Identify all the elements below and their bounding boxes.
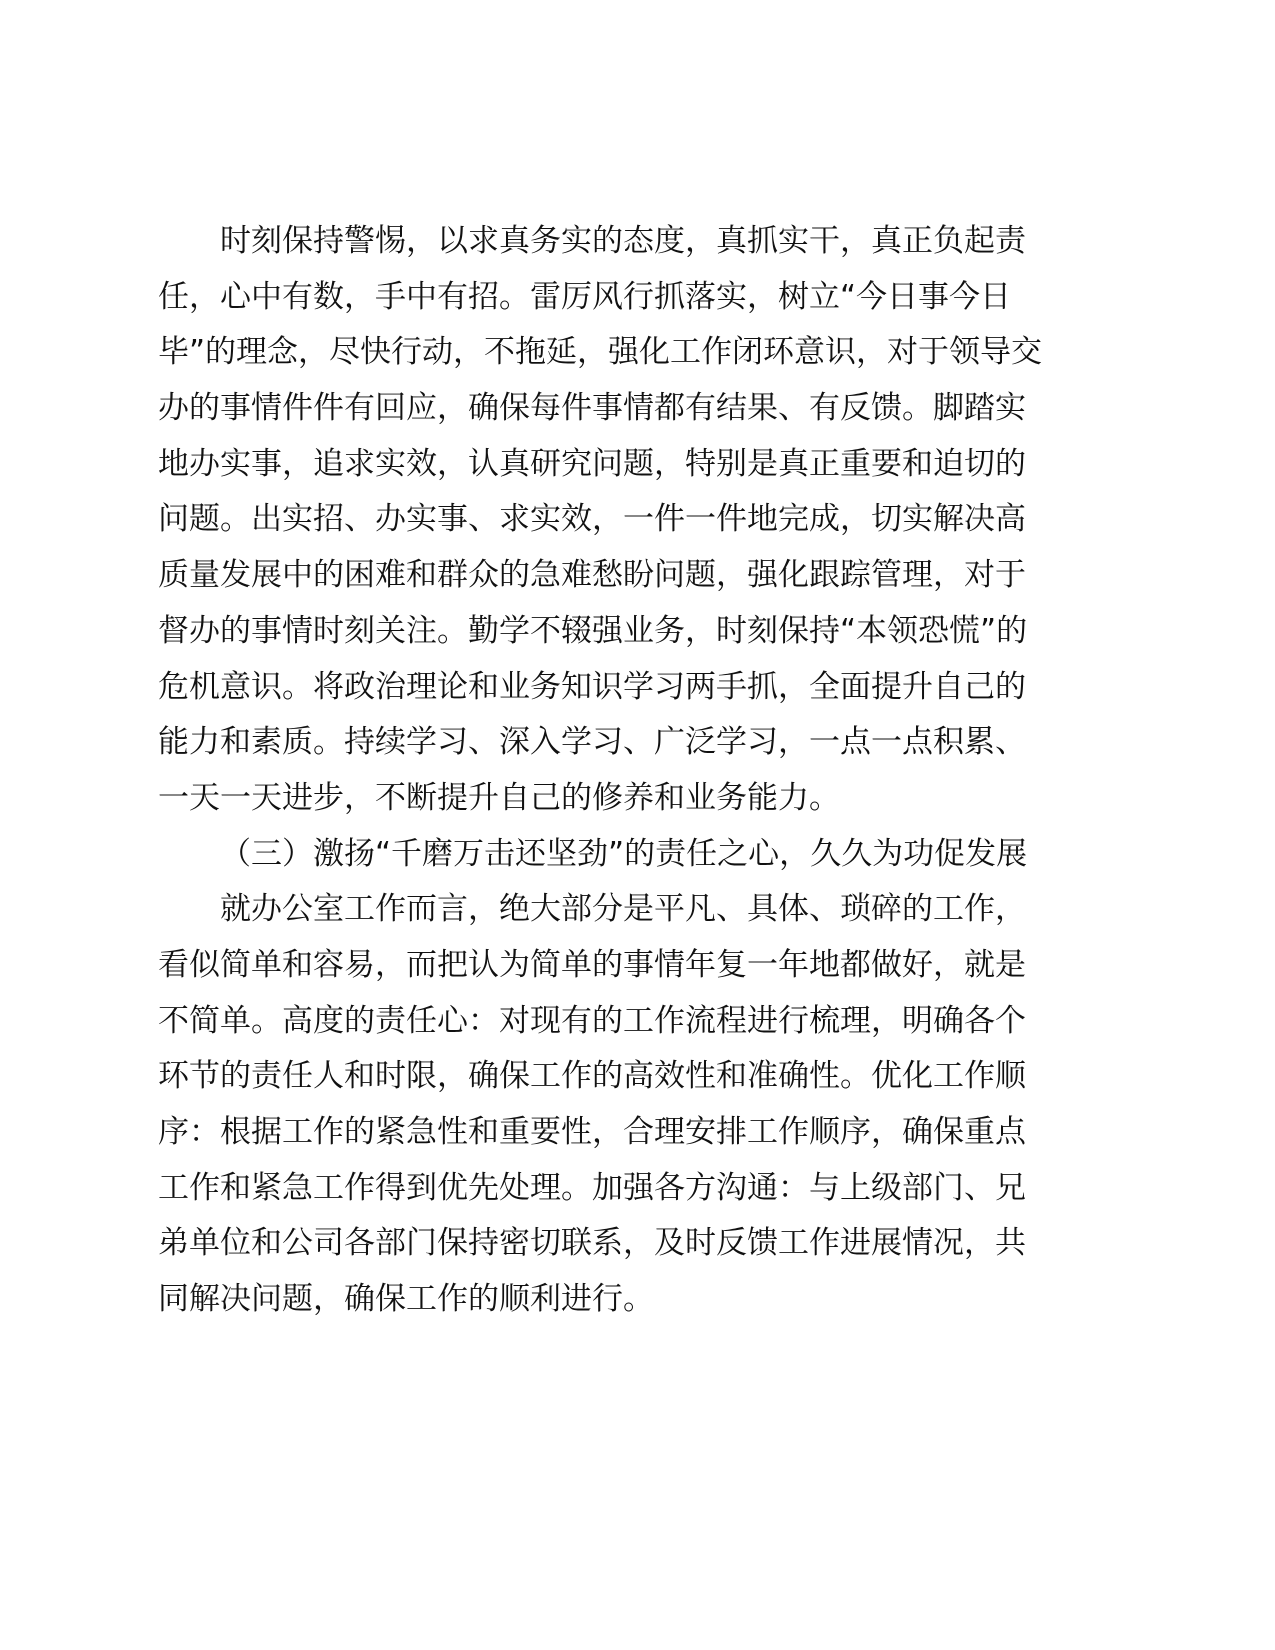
body-line: 环节的责任人和时限，确保工作的高效性和准确性。优化工作顺 <box>158 1058 1026 1095</box>
body-line: 序：根据工作的紧急性和重要性，合理安排工作顺序，确保重点 <box>158 1114 1026 1150</box>
document-body <box>158 214 1078 1328</box>
body-line: 毕”的理念，尽快行动，不拖延，强化工作闭环意识，对于领导交 <box>158 334 1043 371</box>
body-line: 督办的事情时刻关注。勤学不辍强业务，时刻保持“本领恐慌”的 <box>158 612 1028 649</box>
body-line: 一天一天进步，不断提升自己的修养和业务能力。 <box>158 779 840 816</box>
body-line: 看似简单和容易，而把认为简单的事情年复一年地都做好，就是 <box>158 946 1026 983</box>
body-line: 不简单。高度的责任心：对现有的工作流程进行梳理，明确各个 <box>158 1002 1026 1039</box>
body-line: 能力和素质。持续学习、深入学习、广泛学习，一点一点积累、 <box>158 724 1026 761</box>
body-line: 弟单位和公司各部门保持密切联系，及时反馈工作进展情况，共 <box>158 1225 1026 1262</box>
body-line: 任，心中有数，手中有招。雷厉风行抓落实，树立“今日事今日 <box>158 278 1012 315</box>
body-line: 问题。出实招、办实事、求实效，一件一件地完成，切实解决高 <box>158 501 1026 538</box>
body-line: 就办公室工作而言，绝大部分是平凡、具体、琐碎的工作， <box>220 891 1026 928</box>
body-line: 办的事情件件有回应，确保每件事情都有结果、有反馈。脚踏实 <box>158 390 1026 427</box>
body-line: 危机意识。将政治理论和业务知识学习两手抓，全面提升自己的 <box>158 668 1026 705</box>
section-heading: （三）激扬“千磨万击还坚劲”的责任之心，久久为功促发展 <box>220 835 1028 872</box>
body-line: 时刻保持警惕，以求真务实的态度，真抓实干，真正负起责 <box>220 223 1026 259</box>
body-line: 地办实事，追求实效，认真研究问题，特别是真正重要和迫切的 <box>158 445 1026 482</box>
body-line: 同解决问题，确保工作的顺利进行。 <box>158 1281 654 1318</box>
body-line: 质量发展中的困难和群众的急难愁盼问题，强化跟踪管理，对于 <box>158 557 1026 594</box>
body-line: 工作和紧急工作得到优先处理。加强各方沟通：与上级部门、兄 <box>158 1169 1026 1206</box>
